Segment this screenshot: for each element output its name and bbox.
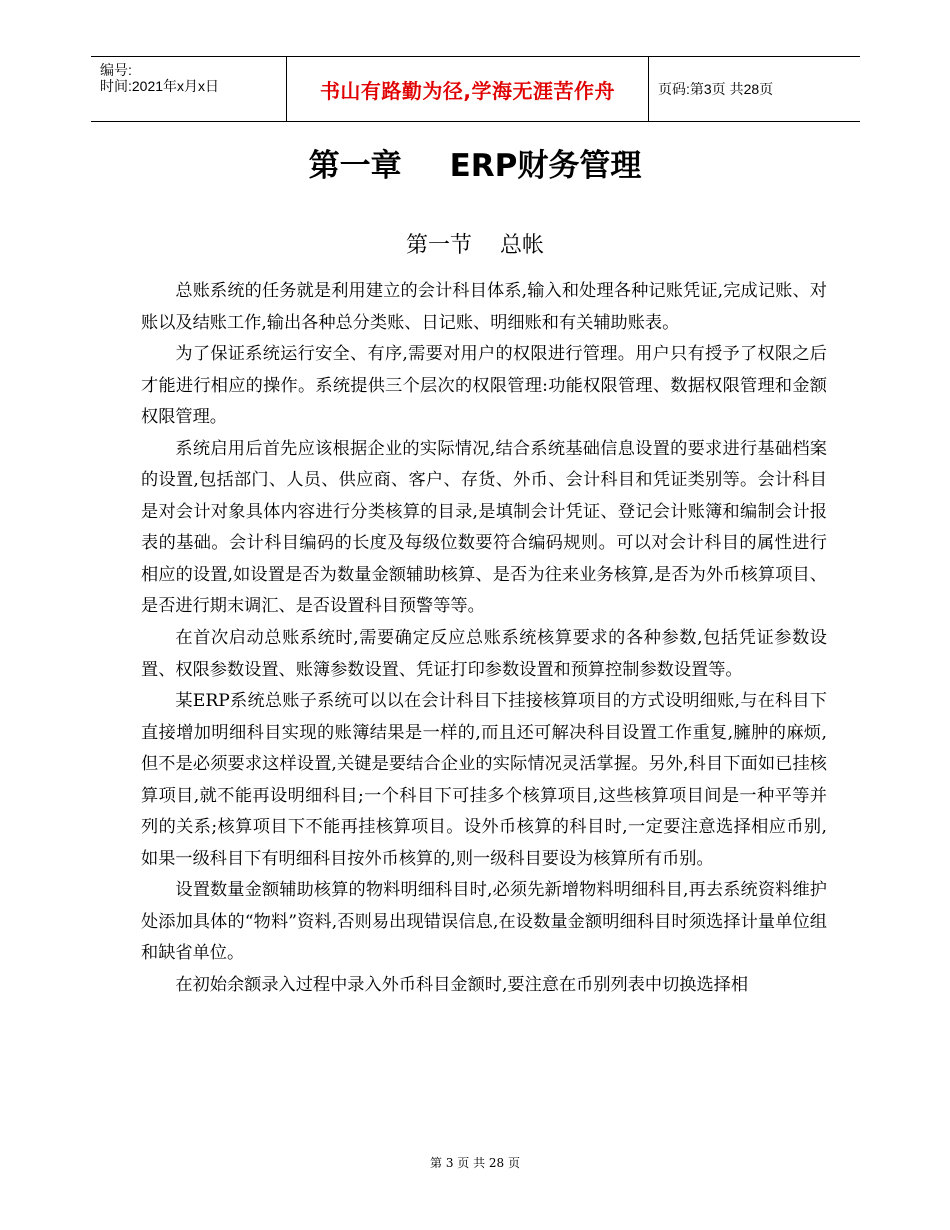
paragraph: 为了保证系统运行安全、有序,需要对用户的权限进行管理。用户只有授予了权限之后才能进行相应的操作。系统提供三个层次的权限管理:功能权限管理、数据权限管理和金额权限管理。	[141, 344, 827, 428]
header-time-label: 时间:2021年x月x日	[100, 78, 220, 94]
paragraph: 某ERP系统总账子系统可以以在会计科目下挂接核算项目的方式设明细账,与在科目下直接增加明细科目实现的账簿结果是一样的,而且还可解决科目设置工作重复,臃肿的麻烦,但不是必须要求这样设置,关键是要结合企业的实际情况灵活掌握。另外,科目下面如已挂核算项目,就不能再设明细科目;一个科目下可挂多个核算项目,这些核算项目间是一种平等并列的关系;核算项目下不能再挂核算项目。设外币核算的科目时,一定要注意选择相应币别,如果一级科目下有明细科目按外币核算的,则一级科目要设为核算所有币别。	[141, 691, 827, 869]
page-header	[91, 56, 860, 122]
header-page-info: 页码:第3页 共28页	[658, 81, 774, 97]
section-title	[0, 231, 950, 261]
header-meta	[91, 57, 286, 121]
chapter-label: 第一章	[308, 148, 402, 184]
chapter-name: ERP财务管理	[449, 148, 642, 184]
chapter-title	[0, 146, 950, 186]
paragraph: 系统启用后首先应该根据企业的实际情况,结合系统基础信息设置的要求进行基础档案的设置,包括部门、人员、供应商、客户、存货、外币、会计科目和凭证类别等。会计科目是对会计对象具体内容进行分类核算的目录,是填制会计凭证、登记会计账簿和编制会计报表的基础。会计科目编码的长度及每级位数要符合编码规则。可以对会计科目的属性进行相应的设置,如设置是否为数量金额辅助核算、是否为往来业务核算,是否为外币核算项目、是否进行期末调汇、是否设置科目预警等等。	[141, 438, 827, 617]
paragraph: 设置数量金额辅助核算的物料明细科目时,必须先新增物料明细科目,再去系统资料维护处添加具体的“物料”资料,否则易出现错误信息,在设数量金额明细科目时须选择计量单位组和缺省单位。	[141, 880, 827, 964]
section-label: 第一节	[405, 233, 472, 258]
body-text	[141, 276, 827, 1002]
paragraph: 在首次启动总账系统时,需要确定反应总账系统核算要求的各种参数,包括凭证参数设置、权限参数设置、账簿参数设置、凭证打印参数设置和预算控制参数设置等。	[141, 628, 827, 680]
header-number-label: 编号:	[100, 62, 132, 78]
section-name: 总帐	[500, 233, 545, 258]
page-footer: 第 3 页 共 28 页	[430, 1156, 520, 1170]
paragraph: 在初始余额录入过程中录入外币科目金额时,要注意在币别列表中切换选择相	[175, 975, 749, 996]
header-motto: 书山有路勤为径,学海无涯苦作舟	[319, 78, 616, 103]
paragraph: 总账系统的任务就是利用建立的会计科目体系,输入和处理各种记账凭证,完成记账、对账以及结账工作,输出各种总分类账、日记账、明细账和有关辅助账表。	[141, 281, 827, 333]
